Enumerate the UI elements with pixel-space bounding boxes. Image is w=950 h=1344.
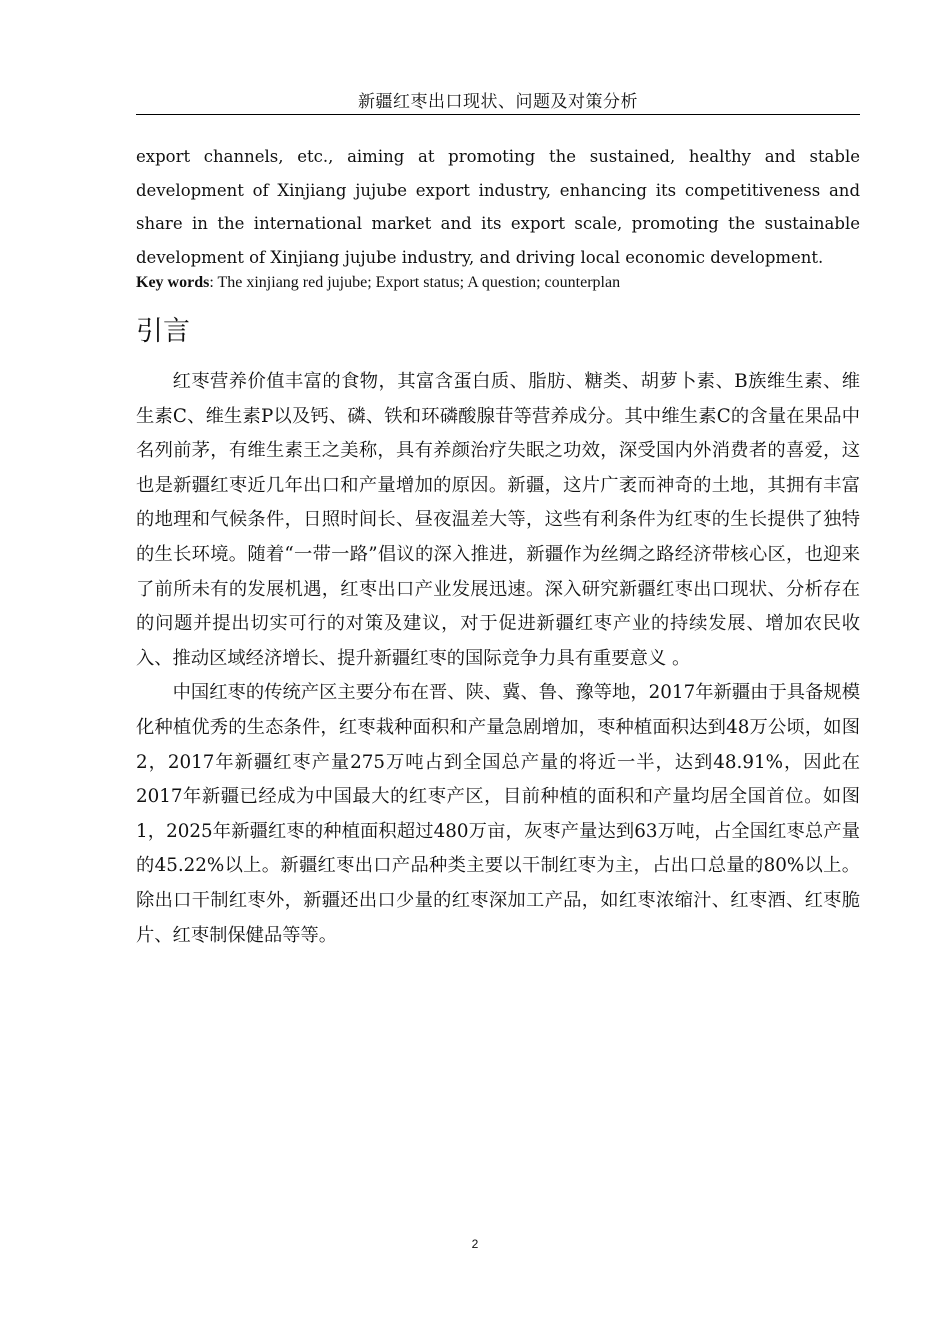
section-title: 引言	[136, 316, 190, 347]
english-abstract-text: export channels, etc., aiming at promoting the sustained, healthy and stable development of Xinjiang jujube export industry, enhancing its competitiveness and share in the international market and its export scale, promoting the sustainable development of Xinjiang jujube industry, and driving local economic development.	[136, 147, 860, 267]
keywords-line	[136, 272, 860, 294]
paragraph: 红枣营养价值丰富的食物，其富含蛋白质、脂肪、糖类、胡萝卜素、B族维生素、维生素C、维生素P以及钙、磷、铁和环磷酸腺苷等营养成分。其中维生素C的含量在果品中名列前茅，有维生素王之美称，具有养颜治疗失眠之功效，深受国内外消费者的喜爱，这也是新疆红枣近几年出口和产量增加的原因。新疆，这片广袤而神奇的土地，其拥有丰富的地理和气候条件，日照时间长、昼夜温差大等，这些有利条件为红枣的生长提供了独特的生长环境。随着“一带一路”倡议的深入推进，新疆作为丝绸之路经济带核心区，也迎来了前所未有的发展机遇，红枣出口产业发展迅速。深入研究新疆红枣出口现状、分析存在的问题并提出切实可行的对策及建议，对于促进新疆红枣产业的持续发展、增加农民收入、推动区域经济增长、提升新疆红枣的国际竞争力具有重要意义 。	[136, 371, 860, 669]
page-number: 2	[471, 1237, 479, 1251]
body-text	[136, 365, 860, 953]
keywords-text: : The xinjiang red jujube; Export status; A question; counterplan	[209, 274, 621, 291]
paragraph: 中国红枣的传统产区主要分布在晋、陕、冀、鲁、豫等地，2017年新疆由于具备规模化种植优秀的生态条件，红枣栽种面积和产量急剧增加，枣种植面积达到48万公顷，如图2，2017年新疆红枣产量275万吨占到全国总产量的将近一半，达到48.91%，因此在2017年新疆已经成为中国最大的红枣产区，目前种植的面积和产量均居全国首位。如图1，2025年新疆红枣的种植面积超过480万亩，灰枣产量达到63万吨，占全国红枣总产量的45.22%以上。新疆红枣出口产品种类主要以干制红枣为主，占出口总量的80%以上。除出口干制红枣外，新疆还出口少量的红枣深加工产品，如红枣浓缩汁、红枣酒、红枣脆片、红枣制保健品等等。	[136, 682, 860, 946]
running-header	[136, 90, 860, 115]
keywords-label: Key words	[136, 274, 210, 291]
header-title: 新疆红枣出口现状、问题及对策分析	[358, 92, 638, 112]
